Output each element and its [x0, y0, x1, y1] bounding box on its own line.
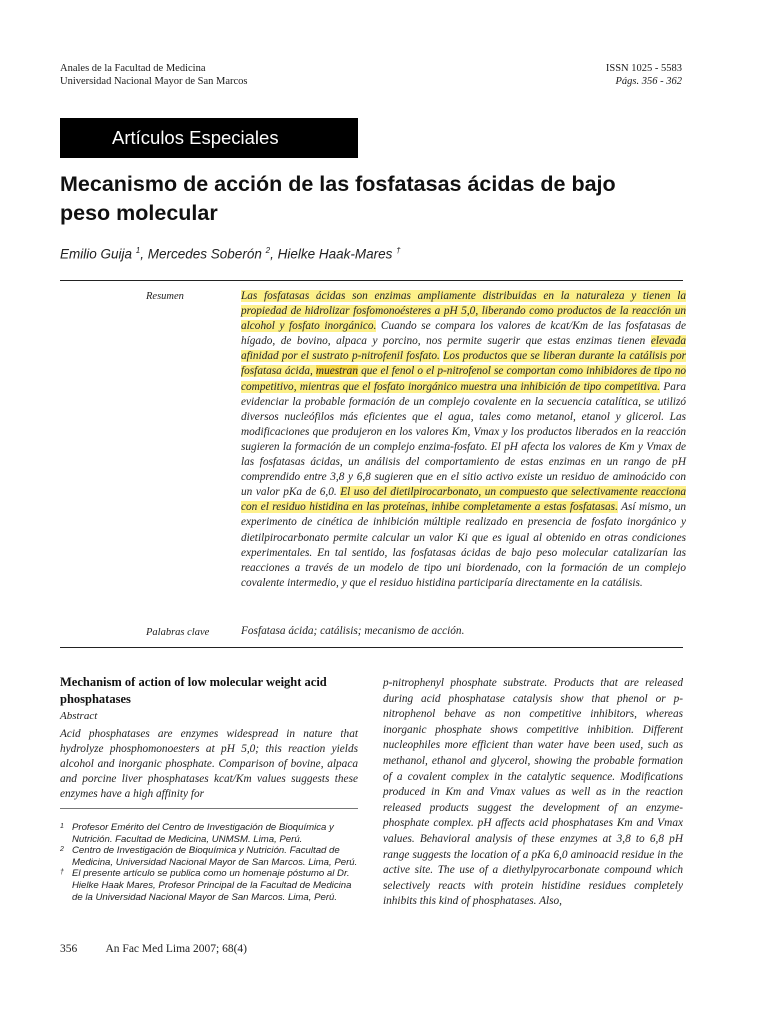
footnote-mark: †	[60, 869, 64, 877]
highlight: El uso del dietilpirocarbonato, un compuesto que selectivamente reacciona con el residuo histidina en las proteínas, inhibe completamente a estas fosfatasas.	[241, 486, 686, 514]
issn: ISSN 1025 - 5583	[605, 63, 682, 74]
footnote-mark: 1	[60, 823, 64, 830]
author-affiliation-mark: 1	[135, 246, 141, 255]
footnote-mark: 2	[60, 846, 64, 854]
english-abstract-col1: Acid phosphatases are enzymes widespread in nature that hydrolyze phosphomonoesters at pH 5,0; this reaction yields alcohol and inorganic phosphate. Comparison of bovine, alpaca and porcine liver phosphatases kcat/Km values suggests these enzymes have a high affinity for	[60, 728, 358, 800]
author-name: Emilio Guija	[60, 246, 133, 262]
abstract-label: Abstract	[60, 710, 98, 722]
author-affiliation-mark: †	[396, 246, 401, 255]
keywords-label: Palabras clave	[146, 627, 210, 638]
highlight: Los productos que se liberan durante la catálisis por fosfatasa ácida,	[241, 350, 686, 378]
author-name: Hielke Haak-Mares	[277, 246, 393, 262]
citation: An Fac Med Lima 2007; 68(4)	[105, 943, 247, 955]
divider	[60, 280, 683, 281]
section-label: Artículos Especiales	[60, 118, 358, 158]
journal-header	[60, 62, 248, 88]
footnote-text: Profesor Emérito del Centro de Investigación de Bioquímica y Nutrición. Facultad de Medicina, UNMSM. Lima, Perú.	[72, 822, 334, 845]
footnote	[60, 845, 360, 868]
article-title: Mecanismo de acción de las fosfatasas ácidas de bajo peso molecular	[60, 172, 616, 225]
page-footer	[60, 943, 247, 955]
text-span: Así mismo, un experimento de cinética de inhibición múltiple realizado en presencia de fosfato inorgánico y dietilpirocarbonato permite calcular un valor Ki que es igual al obtenido en otras condiciones experimentales. En tal sentido, las fosfatasas ácidas de bajo peso molecular catalizarían las reacciones a través de un modelo de tipo uni biordenado, con la formación de un complejo covalente intermedio, y que el residuo histidina participaría directamente en la catálisis.	[241, 501, 686, 589]
text-span: Para evidenciar la probable formación de un complejo covalente en la secuencia catalítica, se utilizó diversos nucleófilos más eficientes que el agua, tales como metanol, etanol y glicerol. Las modificaciones que produjeron en los valores Km, Vmax y los productos liberados en la reacción sugieren la formación de un complejo enzima-fosfato. El pH afecta los valores de Km y Vmax de las fosfatasas ácidas, un análisis del comportamiento de estas enzimas en un rango de pH comprendido entre 3,8 y 6,8 sugieren que en el sitio activo existe un residuo de aminoácido con un valor pKa de 6,0.	[241, 380, 686, 499]
text-span: Cuando se compara los valores de kcat/Km de las fosfatasas de hígado, de bovino, alpaca y porcino, nos permite sugerir que estas enzimas tienen	[241, 320, 686, 348]
keywords-text: Fosfatasa ácida; catálisis; mecanismo de acción.	[241, 625, 465, 637]
author-affiliation-mark: 2	[265, 246, 271, 255]
university-name: Universidad Nacional Mayor de San Marcos	[60, 76, 248, 87]
highlight: que el fenol o el p-nitrofenol se comportan como inhibidores de tipo no competitivo, mientras que el fosfato inorgánico muestra una inhibición de tipo competitiva.	[241, 365, 687, 393]
page-range: Págs. 356 - 362	[615, 76, 682, 87]
author-list: Emilio Guija $^1$, Mercedes Soberón $^2$, Hielke Haak-Mares †	[60, 246, 401, 262]
highlight: elevada afinidad por el sustrato p-nitrofenil fosfato.	[241, 335, 686, 363]
english-abstract-col2: p-nitrophenyl phosphate substrate. Products that are released during acid phosphatase catalysis show that phenol or p-nitrophenol behave as non competitive inhibitors, whereas inorganic phosphate shows competitive inhibition. Different nucleophiles more efficient than water have been used, such as methanol, ethanol and glycerol, showing the probable formation of a covalent complex in the catalytic sequence. Modifications produced in Km and Vmax values as well as in the reaction released products suggest the development of an enzyme-phosphate complex. pH affects acid phosphatases Km and Vmax values. Behavioral analysis of these enzymes at 3,8 to 6,8 pH range suggests the location of a pKa 6,0 aminoacid residue in the active site. The use of a diethylpyrocarbonate compound which selectively reacts with protein histidine residues completely inhibits this kind of phosphatases. Also,	[383, 677, 683, 908]
page-number: 356	[60, 943, 78, 955]
footnotes	[60, 822, 360, 903]
highlight: Las fosfatasas ácidas son enzimas ampliamente distribuidas en la naturaleza y tienen la propiedad de hidrolizar fosfomonoésteres a pH 5,0, liberando como productos de la reacción un alcohol y fosfato inorgánico.	[241, 290, 686, 333]
author-name: Mercedes Soberón	[147, 246, 262, 262]
issn-block	[606, 62, 682, 88]
footnote	[60, 822, 360, 845]
resumen-text	[241, 289, 686, 591]
highlight: muestran	[315, 365, 358, 378]
resumen-label: Resumen	[146, 291, 184, 302]
footnote-text: Centro de Investigación de Bioquímica y Nutrición. Facultad de Medicina, Universidad Nacional Mayor de San Marcos. Lima, Perú.	[72, 845, 358, 868]
footnote-text: El presente artículo se publica como un homenaje póstumo al Dr. Hielke Haak Mares, Profesor Principal de la Facultad de Medicina de la Universidad Nacional Mayor de San Marcos. Lima, Perú.	[72, 868, 352, 903]
footnote	[60, 868, 360, 903]
english-title: Mechanism of action of low molecular weight acid phosphatases	[60, 675, 327, 706]
journal-name: Anales de la Facultad de Medicina	[60, 63, 206, 74]
divider	[60, 647, 683, 648]
footnote-divider	[60, 808, 358, 809]
